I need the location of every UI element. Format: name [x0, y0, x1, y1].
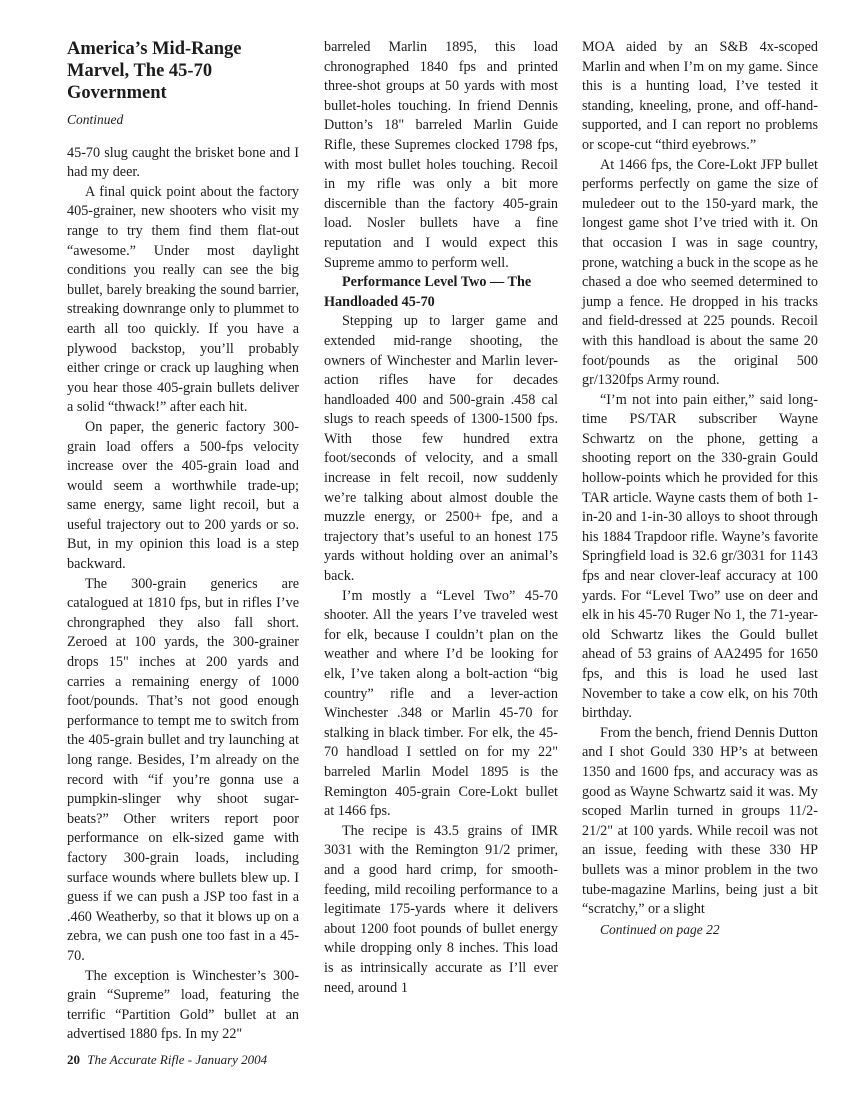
- column-1: [67, 38, 299, 1045]
- paragraph: The 300-grain generics are catalogued at 1810 fps, but in rifles I’ve chrongraphed they also fall short. Zeroed at 100 yards, the 300-grainer drops 15" inches at 200 yards and carries a remaining energy of 1000 foot/pounds. That’s not good enough performance to tempt me to switch from the 405-grain bullet and try launching at long range. Besides, I’m already on the record with “if you’re gonna use a pumpkin-slinger why shoot sugar-beats?” Other writers report poor performance on elk-sized game with factory 300-grain loads, including surface wounds where bullets blew up. I guess if we can push a JSP too fast in a .460 Weatherby, so that it blows up on a zebra, we can push one too fast in a 45-70.: [67, 575, 299, 964]
- paragraph: “I’m not into pain either,” said long-time PS/TAR subscriber Wayne Schwartz on the phone, getting a shooting report on the 330-grain Gould hollow-points which he provided for this TAR article. Wayne casts them of both 1-in-20 and 1-in-30 alloys to shoot through his 1884 Trapdoor rifle. Wayne’s favorite Springfield load is 32.6 gr/3031 for 1143 fps and near clover-leaf accuracy at 100 yards. For “Level Two” use on deer and elk in his 45-70 Ruger No 1, the 71-year-old Schwartz likes the Gould bullet ahead of 53 grains of AA2495 for 1650 fps, and this is load he used last November to take a cow elk, on his 70th birthday.: [582, 391, 818, 722]
- section-heading: Performance Level Two — The Handloaded 45-70: [324, 274, 532, 310]
- continued-label: Continued: [67, 112, 124, 127]
- paragraph: barreled Marlin 1895, this load chronographed 1840 fps and printed three-shot groups at 50 yards with most bullet-holes touching. In friend Dennis Dutton’s 18" barreled Marlin Guide Rifle, these Supremes clocked 1798 fps, with most bullet holes touching. Recoil in my rifle was only a bit more discernible than the factory 405-grain load. Nosler bullets have a fine reputation and I would expect this Supreme ammo to perform well.: [324, 39, 558, 271]
- page-number: 20: [67, 1052, 80, 1067]
- page-footer: [67, 1052, 267, 1068]
- paragraph: MOA aided by an S&B 4x-scoped Marlin and when I’m on my game. Since this is a hunting load, I’ve tested it standing, kneeling, prone, and off-hand-supported, and I can report no problems or scope-cut “third eyebrows.”: [582, 39, 818, 153]
- article-title: America’s Mid-Range Marvel, The 45-70 Government: [67, 39, 242, 103]
- paragraph: At 1466 fps, the Core-Lokt JFP bullet performs perfectly on game the size of muledeer out to the 150-yard mark, the longest game shot I’ve tried with it. On that occasion I was in sage country, prone, watching a buck in the scope as he chased a doe who seemed determined to jump a fence. He dropped in his tracks and field-dressed at 225 pounds. Recoil with this handload is about the same 20 foot/pounds as the original 500 gr/1320fps Army round.: [582, 156, 818, 389]
- paragraph: 45-70 slug caught the brisket bone and I had my deer.: [67, 144, 299, 181]
- paragraph: On paper, the generic factory 300-grain load offers a 500-fps velocity increase over the 405-grain load and would seem a worthwhile trade-up; same energy, same light recoil, but a useful trajectory out to 200 yards or so. But, in my opinion this load is a step backward.: [67, 418, 299, 573]
- paragraph: From the bench, friend Dennis Dutton and I shot Gould 330 HP’s at between 1350 and 1600 fps, and accuracy was as good as Wayne Schwartz said it was. My scoped Marlin turned in groups 11/2-21/2" at 100 yards. While recoil was not an issue, feeding with these 330 HP bullets was a minor problem in the two tube-magazine Marlins, being just a bit “scratchy,” or a slight: [582, 724, 818, 918]
- paragraph: Stepping up to larger game and extended mid-range shooting, the owners of Winchester and Marlin lever-action rifles have for decades handloaded 400 and 500-grain .458 cal slugs to reach speeds of 1300-1500 fps. With those few hundred extra foot/seconds of velocity, and a small increase in felt recoil, now suddenly we’re talking about almost double the muzzle energy, or 2500+ fpe, and a trajectory that’s useful to an honest 175 yards without holding over an animal’s back.: [324, 313, 558, 585]
- paragraph: The exception is Winchester’s 300-grain “Supreme” load, featuring the terrific “Partition Gold” bullet at an advertised 1880 fps. In my 22": [67, 967, 299, 1043]
- paragraph: I’m mostly a “Level Two” 45-70 shooter. All the years I’ve traveled west for elk, because I couldn’t plan on the weather and where I’d be looking for elk, I’ve taken along a bolt-action “big country” rifle and a lever-action Winchester .348 or Marlin 45-70 for stalking in black timber. For elk, the 45-70 handload I settled on for my 22" barreled Marlin Model 1895 is the Remington 405-grain Core-Lokt bullet at 1466 fps.: [324, 587, 558, 820]
- continued-on-label: Continued on page 22: [600, 921, 720, 937]
- column-3: [582, 38, 818, 939]
- paragraph: The recipe is 43.5 grains of IMR 3031 with the Remington 91/2 primer, and a good hard crimp, for smooth-feeding, mild recoiling performance to a legitimate 175-yards where it delivers about 1200 foot pounds of bullet energy while dropping only 8 inches. This load is as intrinsically accurate as I’ll ever need, around 1: [324, 822, 558, 996]
- publication-name: The Accurate Rifle - January 2004: [87, 1052, 268, 1067]
- paragraph: A final quick point about the factory 405-grainer, new shooters who visit my range to try them find them flat-out “awesome.” Under most daylight conditions you really can see the big bullet, barely breaking the sound barrier, streaking downrange only to plummet to earth all too quickly. If you have a plywood backstop, you’ll probably either cringe or crack up laughing when you hear those 405-grain bullets deliver a solid “thwack!” after each hit.: [67, 183, 299, 416]
- column-2: [324, 38, 558, 998]
